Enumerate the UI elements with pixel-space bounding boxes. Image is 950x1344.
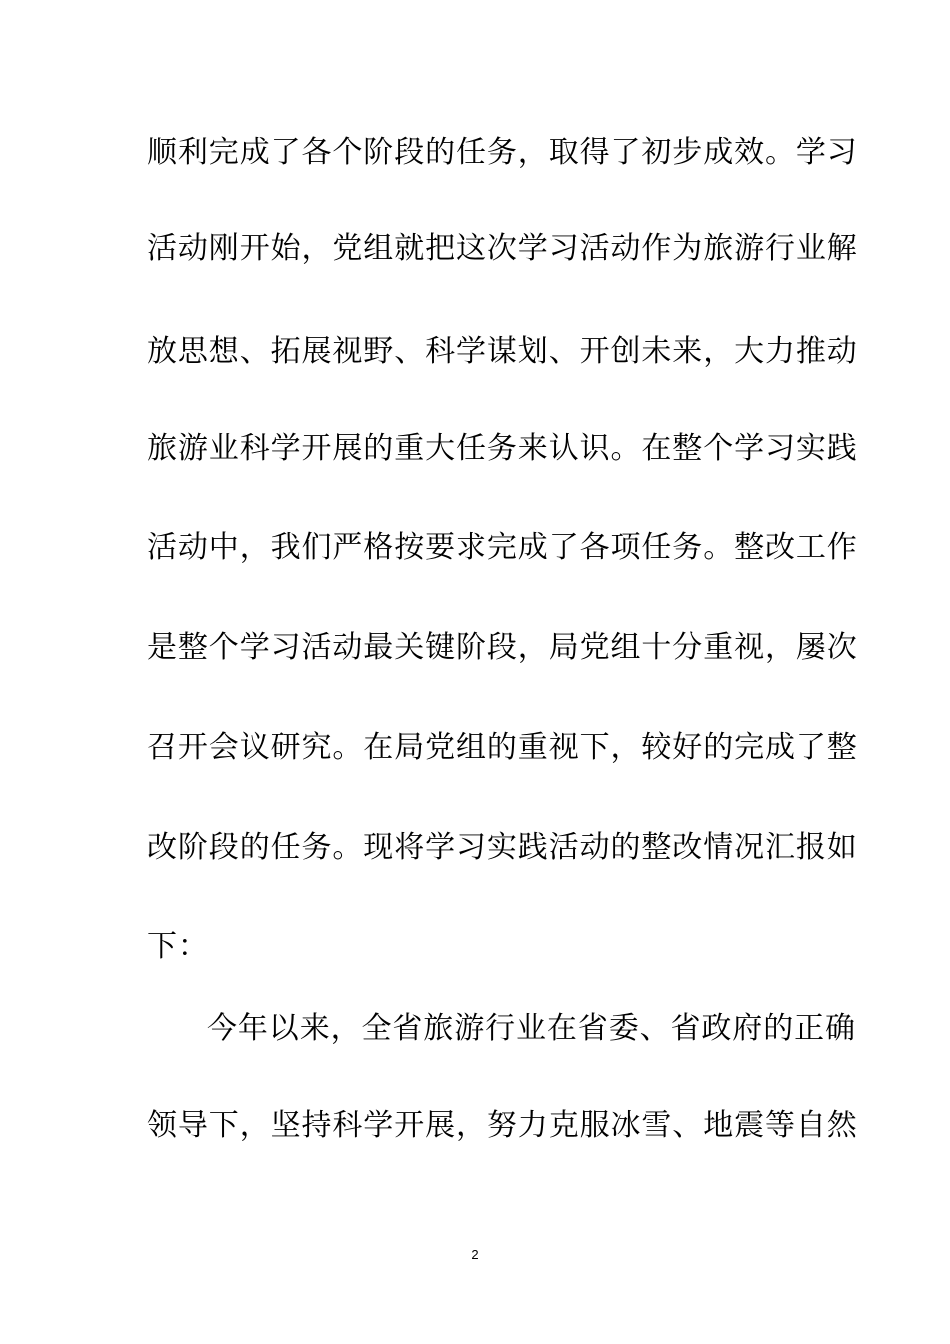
text-line-9: 下：	[147, 929, 209, 964]
text-line-6: 是整个学习活动最关键阶段，局党组十分重视，屡次	[147, 630, 858, 665]
page-number: 2	[471, 1247, 479, 1262]
text-line-8: 改阶段的任务。现将学习实践活动的整改情况汇报如	[147, 830, 858, 865]
text-line-3: 放思想、拓展视野、科学谋划、开创未来，大力推动	[147, 334, 858, 369]
paragraph-first-line: 今年以来，全省旅游行业在省委、省政府的正确	[207, 1011, 856, 1046]
text-line-1: 顺利完成了各个阶段的任务，取得了初步成效。学习	[147, 135, 858, 170]
text-line-11: 领导下，坚持科学开展，努力克服冰雪、地震等自然	[147, 1108, 858, 1143]
text-line-2: 活动刚开始，党组就把这次学习活动作为旅游行业解	[147, 231, 858, 266]
text-line-5: 活动中，我们严格按要求完成了各项任务。整改工作	[147, 530, 858, 565]
text-line-7: 召开会议研究。在局党组的重视下，较好的完成了整	[147, 730, 858, 765]
text-line-4: 旅游业科学开展的重大任务来认识。在整个学习实践	[147, 431, 858, 466]
